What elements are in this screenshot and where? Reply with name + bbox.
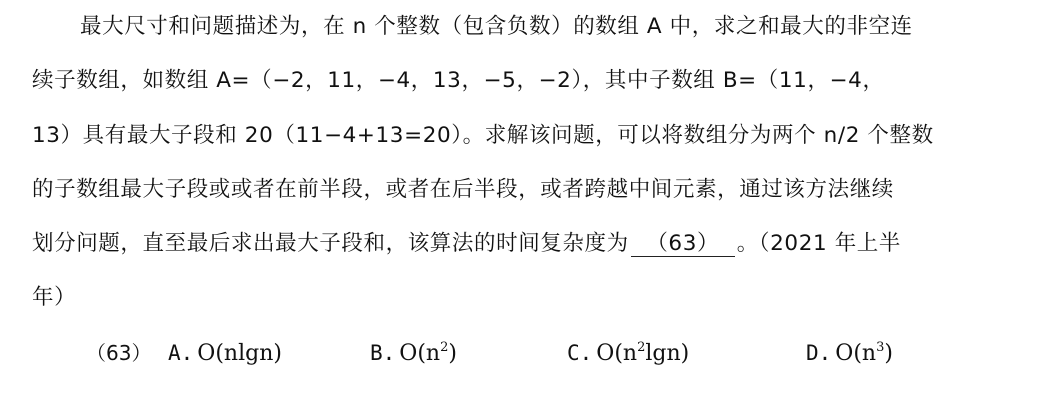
question-line-3: 13）具有最大子段和 20（11−4+13=20）。求解该问题，可以将数组分为两个 n/2 个整数 (32, 123, 934, 148)
option-d-exponent: 3 (876, 340, 885, 355)
option-c-exponent: 2 (637, 340, 646, 355)
option-b-letter: B. (370, 341, 396, 365)
question-line-5-tail: 。（2021 年上半 (736, 231, 902, 256)
option-b[interactable] (370, 337, 457, 370)
option-b-exponent: 2 (440, 340, 449, 355)
option-a[interactable] (168, 337, 282, 370)
question-line-1: 最大尺寸和问题描述为，在 n 个整数（包含负数）的数组 A 中，求之和最大的非空连 (80, 14, 913, 39)
option-b-formula: $O(n^2)$ (399, 340, 457, 366)
option-a-formula: O(nlgn) (197, 341, 282, 366)
question-line-5 (32, 229, 901, 259)
question-line-2: 续子数组，如数组 A=（−2，11，−4，13，−5，−2），其中子数组 B=（11，−4， (32, 68, 885, 93)
option-c-formula: $O(n^2\lg n)$ (596, 340, 690, 366)
option-c[interactable] (567, 337, 689, 370)
option-a-letter: A. (168, 341, 194, 365)
answer-blank: （63） (631, 232, 735, 257)
question-line-5-text: 划分问题，直至最后求出最大子段和，该算法的时间复杂度为 (32, 231, 629, 256)
option-d-formula: $O(n^3)$ (835, 340, 893, 366)
question-line-6: 年） (32, 285, 77, 310)
option-d[interactable] (806, 337, 893, 370)
question-number: （63） (86, 341, 152, 365)
option-d-letter: D. (806, 341, 832, 365)
answer-options (0, 335, 1047, 375)
question-line-4: 的子数组最大子段或或者在前半段，或者在后半段，或者跨越中间元素，通过该方法继续 (32, 177, 894, 202)
option-c-letter: C. (567, 341, 593, 365)
